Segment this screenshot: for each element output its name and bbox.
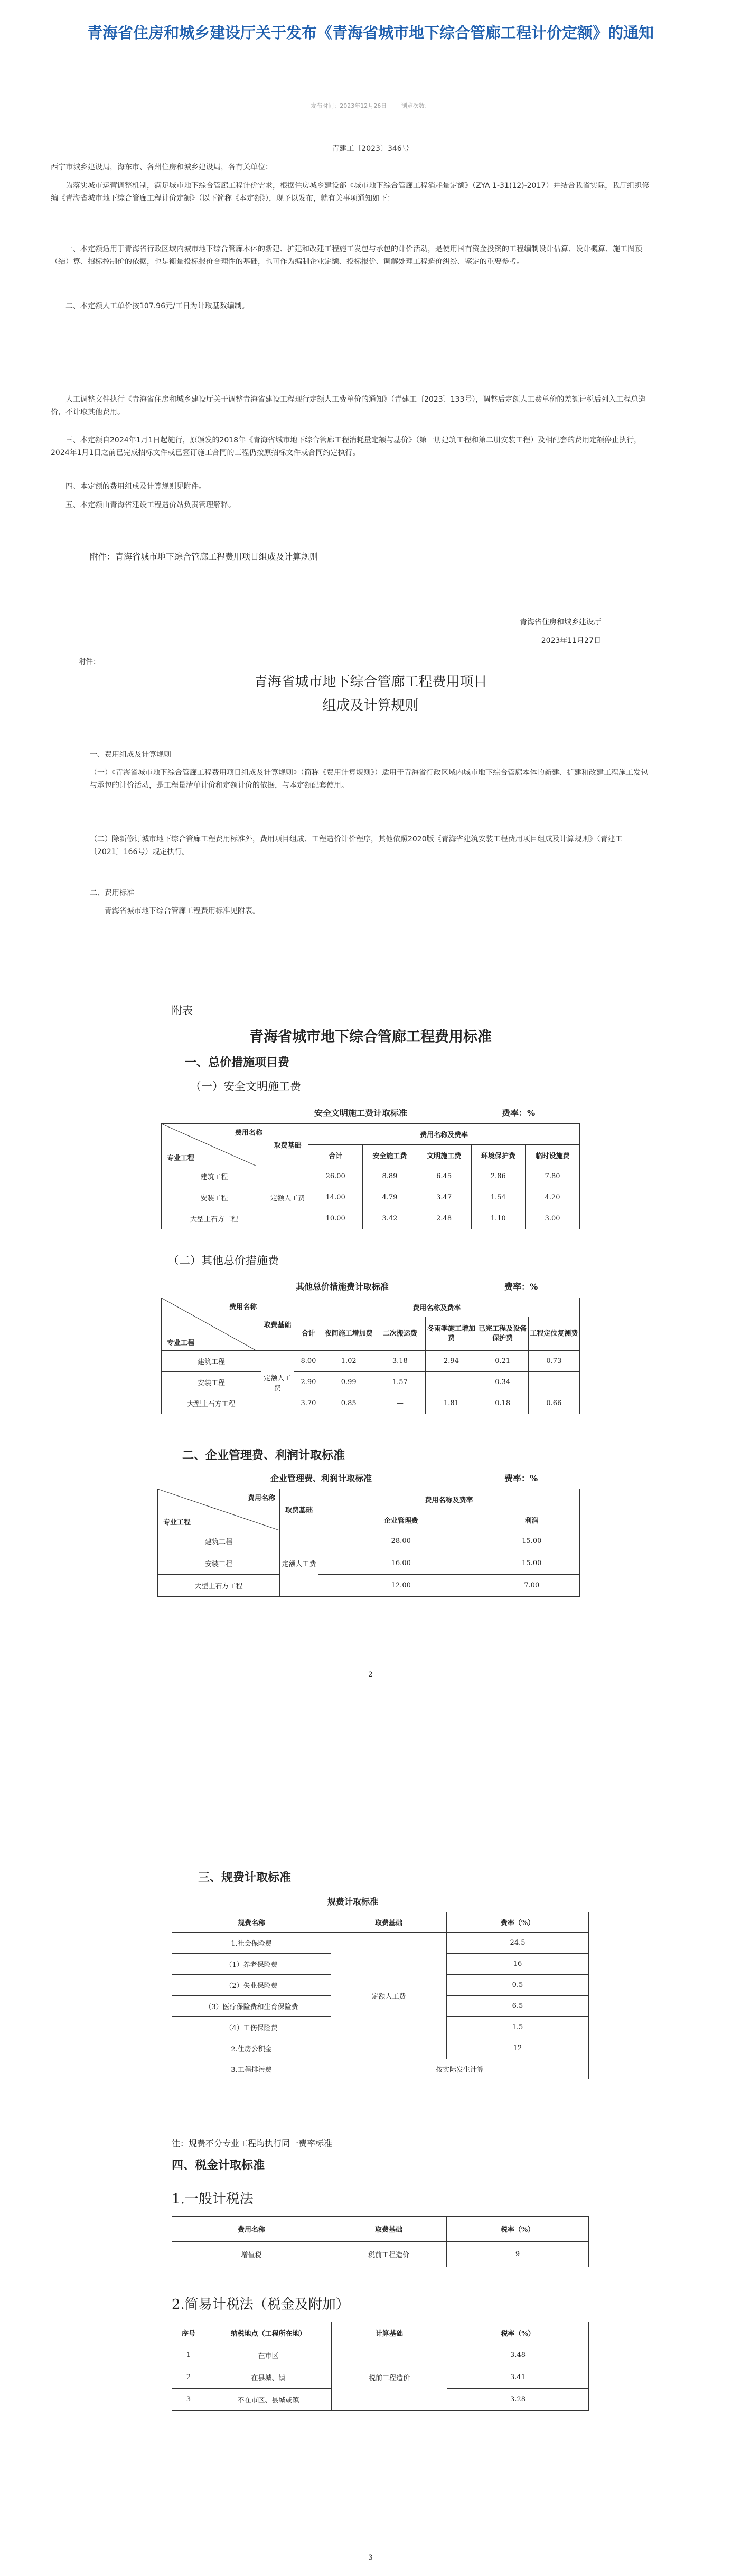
header-base: 取费基础 — [261, 1298, 294, 1351]
row-value: — — [528, 1372, 579, 1393]
row-name: 大型土石方工程 — [162, 1208, 267, 1229]
page-number: 3 — [368, 2554, 373, 2562]
notice-item-1: 一、本定额适用于青海省行政区域内城市地下综合管廊本体的新建、扩建和改建工程施工发包与承包的计价活动，是使用国有资金投资的工程编制设计估算、设计概算、施工图预（结）算、招标控制价的依据，也是衡量投标报价合理性的基础，也可作为编制企业定额、投标报价、调解处理工程造价纠纷、鉴定的重要参考。 — [51, 245, 642, 266]
simple-tax-table — [172, 2322, 589, 2411]
table1-caption: 安全文明施工费计取标准 — [314, 1108, 408, 1118]
col-header: 冬雨季施工增加费 — [426, 1317, 477, 1351]
subsection-general-tax: 1.一般计税法 — [172, 2191, 254, 2207]
row-no: 1 — [172, 2344, 205, 2366]
row-value: 1.10 — [471, 1208, 526, 1229]
row-name: 2.住房公积金 — [172, 2038, 331, 2059]
table-row — [162, 1351, 580, 1372]
row-place: 在县城、镇 — [205, 2366, 332, 2389]
row-value: 1.02 — [323, 1351, 374, 1372]
row-base: 定额人工费 — [261, 1351, 294, 1414]
row-value: 2.48 — [417, 1208, 471, 1229]
header-major: 专业工程 — [163, 1519, 191, 1527]
diagonal-header — [158, 1489, 280, 1530]
col-header: 已完工程及设备保护费 — [477, 1317, 528, 1351]
col-header: 文明施工费 — [417, 1145, 471, 1166]
row-value: 3.00 — [526, 1208, 580, 1229]
col-header: 环境保护费 — [471, 1145, 526, 1166]
annex-section-1b: （二）除新修订城市地下综合管廊工程费用标准外，费用项目组成、工程造价计价程序，其他依照2020版《青海省建筑安装工程费用项目组成及计算规则》（青建工〔2021〕166号）规定执行。 — [90, 835, 623, 856]
row-place: 不在市区、县城或镇 — [205, 2389, 332, 2411]
row-rate: 6.5 — [447, 1996, 589, 2017]
section-regulatory: 三、规费计取标准 — [198, 1871, 292, 1884]
diagonal-header — [162, 1124, 267, 1166]
annex-section-1a: （一）《青海省城市地下综合管廊工程费用项目组成及计算规则》（简称《费用计算规则》）适用于青海省行政区域内城市地下综合管廊本体的新建、扩建和改建工程施工发包与承包的计价活动，是工程量清单计价和定额计价的依据，与本定额配套使用。 — [90, 769, 648, 790]
col-header: 临时设施费 — [526, 1145, 580, 1166]
col-rate: 税率（%） — [447, 2217, 589, 2242]
row-place: 在市区 — [205, 2344, 332, 2366]
diagonal-header — [162, 1298, 261, 1351]
table-row — [162, 1208, 580, 1229]
regulatory-note: 注：规费不分专业工程均执行同一费率标准 — [172, 2138, 333, 2148]
notice-item-2-extra: 人工调整文件执行《青海省住房和城乡建设厅关于调整青海省建设工程现行定额人工费单价的通知》（青建工〔2023〕133号），调整后定额人工费单价的差额计税后列入工程总造价，不计取其他费用。 — [51, 395, 646, 416]
general-tax-table — [172, 2216, 589, 2267]
notice-item-5: 五、本定额由青海省建设工程造价站负责管理解释。 — [65, 501, 236, 509]
col-place: 纳税地点（工程所在地） — [205, 2322, 332, 2344]
header-group: 费用名称及费率 — [294, 1298, 579, 1317]
table-row — [158, 1552, 580, 1575]
row-value: 0.34 — [477, 1372, 528, 1393]
row-value: 28.00 — [318, 1530, 484, 1552]
header-group: 费用名称及费率 — [308, 1124, 580, 1145]
notice-item-2: 二、本定额人工单价按107.96元/工日为计取基数编制。 — [65, 302, 249, 310]
page-number: 2 — [368, 1671, 373, 1679]
row-value: 0.85 — [323, 1393, 374, 1414]
row-value: 3.47 — [417, 1187, 471, 1208]
row-no: 3 — [172, 2389, 205, 2411]
row-name: 安装工程 — [162, 1372, 261, 1393]
col-header: 利润 — [484, 1510, 580, 1530]
col-rate: 费率（%） — [447, 1912, 589, 1933]
fee-standard-title: 青海省城市地下综合管廊工程费用标准 — [249, 1029, 492, 1045]
subsection-simple-tax: 2.简易计税法（税金及附加） — [172, 2297, 350, 2313]
row-value: — — [374, 1393, 426, 1414]
section-management: 二、企业管理费、利润计取标准 — [182, 1448, 345, 1462]
row-base: 定额人工费 — [267, 1166, 308, 1229]
col-base: 计算基础 — [332, 2322, 447, 2344]
annex-label: 附件： — [78, 658, 100, 666]
row-value: 26.00 — [308, 1166, 363, 1187]
col-header: 工程定位复测费 — [528, 1317, 579, 1351]
table3-rate-unit: 费率：% — [504, 1473, 538, 1483]
row-value: 3.18 — [374, 1351, 426, 1372]
row-value: 10.00 — [308, 1208, 363, 1229]
notice-item-3: 三、本定额自2024年1月1日起施行，原颁发的2018年《青海省城市地下综合管廊工程消耗量定额与基价》（第一册建筑工程和第二册安装工程）及相配套的费用定额停止执行，2024年1月1日之前已完成招标文件或已签订施工合同的工程仍按原招标文件或合同约定执行。 — [51, 436, 642, 457]
table3-caption: 企业管理费、利润计取标准 — [270, 1473, 372, 1483]
subsection-other: （二）其他总价措施费 — [168, 1254, 279, 1267]
table2-rate-unit: 费率：% — [504, 1282, 538, 1292]
col-no: 序号 — [172, 2322, 205, 2344]
row-value: 7.80 — [526, 1166, 580, 1187]
table-row — [162, 1393, 580, 1414]
row-value: 6.45 — [417, 1166, 471, 1187]
row-base: 税前工程造价 — [331, 2242, 447, 2267]
col-header: 安全施工费 — [363, 1145, 417, 1166]
row-name: 安装工程 — [162, 1187, 267, 1208]
row-value: — — [426, 1372, 477, 1393]
row-rate: 3.48 — [447, 2344, 589, 2366]
col-header: 合计 — [308, 1145, 363, 1166]
row-value: 8.00 — [294, 1351, 323, 1372]
row-value: 4.79 — [363, 1187, 417, 1208]
annex-section-2a: 青海省城市地下综合管廊工程费用标准见附表。 — [105, 907, 260, 915]
row-rate: 3.41 — [447, 2366, 589, 2389]
row-rate: 0.5 — [447, 1975, 589, 1996]
table-row — [158, 1530, 580, 1552]
row-rate: 9 — [447, 2242, 589, 2267]
row-value: 8.89 — [363, 1166, 417, 1187]
row-value: 3.42 — [363, 1208, 417, 1229]
table-row — [162, 1187, 580, 1208]
header-base: 取费基础 — [267, 1124, 308, 1166]
row-name: 建筑工程 — [162, 1351, 261, 1372]
row-value: 12.00 — [318, 1575, 484, 1597]
table-row — [162, 1166, 580, 1187]
row-value: 3.70 — [294, 1393, 323, 1414]
row-value: 4.20 — [526, 1187, 580, 1208]
header-base: 取费基础 — [280, 1489, 318, 1530]
annex-title-line1: 青海省城市地下综合管廊工程费用项目 — [254, 674, 487, 690]
col-base: 取费基础 — [331, 1912, 447, 1933]
header-major: 专业工程 — [167, 1339, 195, 1347]
header-fee-name: 费用名称 — [235, 1129, 262, 1137]
col-header: 企业管理费 — [318, 1510, 484, 1530]
section-measures: 一、总价措施项目费 — [185, 1056, 290, 1069]
row-name: 安装工程 — [158, 1552, 280, 1575]
article-meta — [0, 101, 741, 110]
annex-section-2: 二、费用标准 — [90, 889, 134, 897]
safety-fee-table — [161, 1123, 580, 1229]
attachment-link[interactable]: 附件：青海省城市地下综合管廊工程费用项目组成及计算规则 — [90, 552, 318, 562]
col-header: 合计 — [294, 1317, 323, 1351]
other-measures-table — [161, 1298, 580, 1414]
row-name: 3.工程排污费 — [172, 2059, 331, 2079]
fubiao-label: 附表 — [172, 1004, 193, 1017]
header-fee-name: 费用名称 — [247, 1494, 275, 1502]
col-base: 取费基础 — [331, 2217, 447, 2242]
publish-date: 发布时间：2023年12月26日 — [311, 102, 387, 109]
row-value: 按实际发生计算 — [331, 2059, 589, 2079]
row-value: 1.57 — [374, 1372, 426, 1393]
table4-caption: 规费计取标准 — [327, 1897, 379, 1907]
table1-rate-unit: 费率：% — [502, 1108, 536, 1118]
row-rate: 1.5 — [447, 2017, 589, 2038]
row-value: 0.73 — [528, 1351, 579, 1372]
header-fee-name: 费用名称 — [229, 1303, 257, 1311]
row-value: 1.81 — [426, 1393, 477, 1414]
row-name: （2）失业保险费 — [172, 1975, 331, 1996]
issue-date: 2023年11月27日 — [541, 637, 601, 645]
issuer: 青海省住房和城乡建设厅 — [520, 618, 601, 627]
row-name: 增值税 — [172, 2242, 331, 2267]
row-base: 税前工程造价 — [332, 2344, 447, 2411]
page-title: 青海省住房和城乡建设厅关于发布《青海省城市地下综合管廊工程计价定额》的通知 — [87, 24, 654, 42]
row-value: 14.00 — [308, 1187, 363, 1208]
view-count: 浏览次数： — [401, 102, 430, 109]
row-value: 0.66 — [528, 1393, 579, 1414]
annex-title-line2: 组成及计算规则 — [322, 698, 419, 714]
header-major: 专业工程 — [167, 1154, 195, 1162]
document-number: 青建工〔2023〕346号 — [332, 145, 409, 153]
row-value: 2.94 — [426, 1351, 477, 1372]
addressee: 西宁市城乡建设局，海东市、各州住房和城乡建设局，各有关单位： — [51, 163, 273, 172]
row-rate: 12 — [447, 2038, 589, 2059]
row-base: 定额人工费 — [331, 1933, 447, 2059]
row-base: 定额人工费 — [280, 1530, 318, 1597]
row-name: 1.社会保险费 — [172, 1933, 331, 1954]
row-value: 15.00 — [484, 1552, 580, 1575]
table-row — [172, 1933, 589, 1954]
table-row — [162, 1372, 580, 1393]
row-value: 0.21 — [477, 1351, 528, 1372]
row-name: 建筑工程 — [158, 1530, 280, 1552]
annex-section-1: 一、费用组成及计算规则 — [90, 751, 171, 759]
row-value: 7.00 — [484, 1575, 580, 1597]
row-name: （1）养老保险费 — [172, 1954, 331, 1975]
row-value: 1.54 — [471, 1187, 526, 1208]
row-name: （4）工伤保险费 — [172, 2017, 331, 2038]
table-row — [172, 2344, 589, 2366]
row-rate: 24.5 — [447, 1933, 589, 1954]
notice-paragraph: 为落实城市运营调整机制，满足城市地下综合管廊工程计价需求，根据住房城乡建设部《城市地下综合管廊工程消耗量定额》（ZYA 1-31(12)-2017）并结合我省实际，我厅组织修编《青海省城市地下综合管廊工程计价定额》（以下简称《本定额》），现予以发布，就有关事项通知如下： — [51, 182, 650, 203]
subsection-safety: （一）安全文明施工费 — [190, 1080, 301, 1093]
management-profit-table — [157, 1489, 580, 1597]
table2-caption: 其他总价措施费计取标准 — [296, 1282, 389, 1292]
row-name: 大型土石方工程 — [158, 1575, 280, 1597]
col-name: 费用名称 — [172, 2217, 331, 2242]
col-name: 规费名称 — [172, 1912, 331, 1933]
col-header: 夜间施工增加费 — [323, 1317, 374, 1351]
row-value: 15.00 — [484, 1530, 580, 1552]
col-rate: 税率（%） — [447, 2322, 589, 2344]
row-no: 2 — [172, 2366, 205, 2389]
row-value: 16.00 — [318, 1552, 484, 1575]
regulatory-fee-table — [172, 1912, 589, 2079]
notice-item-4: 四、本定额的费用组成及计算规则见附件。 — [65, 482, 206, 491]
row-name: 建筑工程 — [162, 1166, 267, 1187]
row-name: （3）医疗保险费和生育保险费 — [172, 1996, 331, 2017]
col-header: 二次搬运费 — [374, 1317, 426, 1351]
row-rate: 16 — [447, 1954, 589, 1975]
row-value: 0.99 — [323, 1372, 374, 1393]
row-name: 大型土石方工程 — [162, 1393, 261, 1414]
row-rate: 3.28 — [447, 2389, 589, 2411]
row-value: 2.86 — [471, 1166, 526, 1187]
row-value: 2.90 — [294, 1372, 323, 1393]
section-tax: 四、税金计取标准 — [172, 2158, 265, 2172]
table-row — [158, 1575, 580, 1597]
row-value: 0.18 — [477, 1393, 528, 1414]
header-group: 费用名称及费率 — [318, 1489, 580, 1510]
